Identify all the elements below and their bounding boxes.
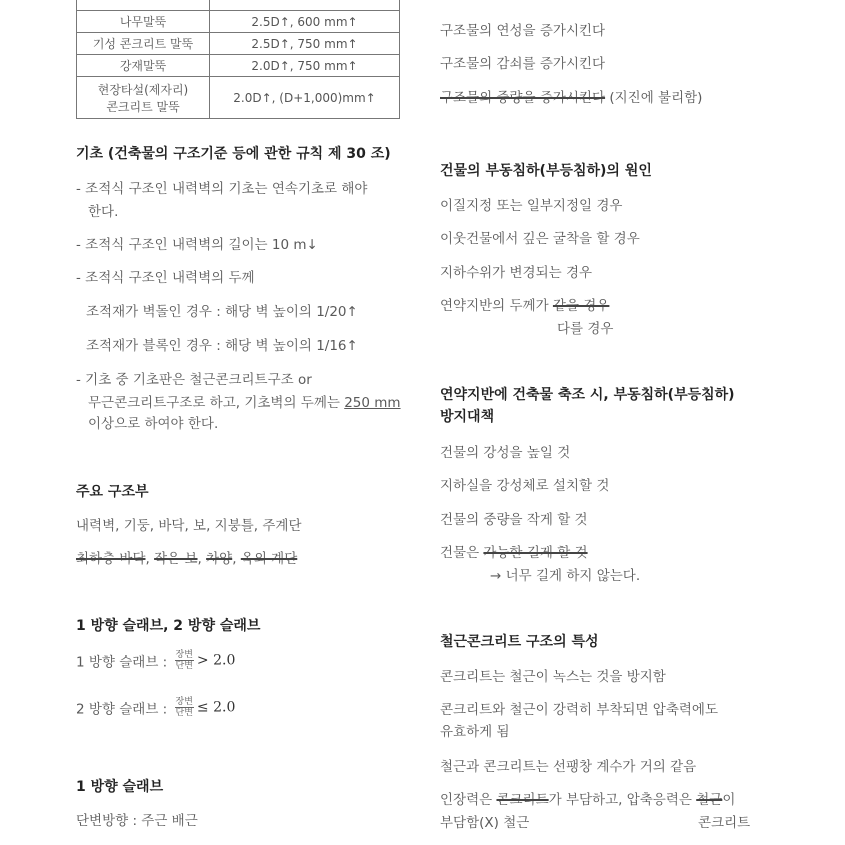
foundation-sub-block: 조적재가 블록인 경우 : 해당 벽 높이의 1/16↑ — [86, 338, 358, 354]
settlement-prevention-heading: 연약지반에 건축물 축조 시, 부동침하(부등침하) — [440, 387, 735, 403]
separator: , — [145, 551, 155, 567]
correction-text: 다를 경우 — [557, 321, 614, 337]
table-cell-pile-type: 나무말뚝 — [77, 11, 210, 33]
foundation-item-4-cont — [88, 391, 401, 411]
struck-text: 같을 경우 — [552, 298, 610, 314]
correction-text: → 너무 길게 하지 않는다. — [490, 568, 641, 584]
settlement-cause-item: 이질지정 또는 일부지정일 경우 — [440, 198, 623, 214]
rc-property-item-cont: 부담함(X) 철근 — [440, 815, 530, 831]
struck-item: 차양 — [206, 551, 233, 567]
fraction-numerator: 장변 — [175, 697, 193, 707]
struck-item: 최하층 바닥 — [76, 551, 146, 567]
ratio-condition: > 2.0 — [196, 652, 236, 669]
fraction-denominator: 단변 — [175, 708, 193, 718]
seismic-item-ductility: 구조물의 연성을 증가시킨다 — [440, 23, 606, 39]
excluded-structure-list — [76, 547, 297, 567]
table-row — [77, 11, 400, 33]
table-cell-spacing: 2.0D↑, (D+1,000)mm↑ — [210, 77, 400, 119]
one-way-slab-rebar: 단변방향 : 주근 배근 — [76, 813, 198, 829]
separator: , — [232, 551, 241, 567]
slab-types-heading: 1 방향 슬래브, 2 방향 슬래브 — [76, 618, 261, 634]
foundation-item-4-end: 이상으로 하여야 한다. — [88, 416, 219, 432]
seismic-note: (지진에 불리함) — [605, 90, 703, 106]
prevention-item: 건물의 강성을 높일 것 — [440, 445, 571, 461]
settlement-prevention-heading-cont: 방지대책 — [440, 409, 495, 425]
table-row — [77, 0, 400, 11]
long-short-ratio-fraction — [175, 697, 194, 718]
table-cell-pile-type: 강재말뚝 — [77, 55, 210, 77]
struck-text: 가능한 길게 할 것 — [483, 545, 588, 561]
separator: , — [197, 551, 207, 567]
rc-property-item — [440, 788, 735, 808]
rc-property-item: 철근과 콘크리트는 선팽창 계수가 거의 같음 — [440, 759, 697, 775]
fraction-numerator: 장변 — [175, 650, 193, 660]
table-row — [77, 33, 400, 55]
prevention-prefix: 건물은 — [440, 545, 484, 561]
foundation-item-1: - 조적식 구조인 내력벽의 기초는 연속기초로 해야 — [76, 181, 368, 197]
rc-property-item-cont: 유효하게 됨 — [440, 724, 510, 740]
table-cell-line: 콘크리트 말뚝 — [106, 99, 180, 114]
struck-text: 콘크리트 — [496, 792, 549, 808]
table-cell-spacing: 2.5D↑, 600 mm↑ — [210, 11, 400, 33]
table-cell-pile-type: 기성 콘크리트 말뚝 — [77, 33, 210, 55]
main-structure-heading: 주요 구조부 — [76, 484, 149, 500]
table-row — [77, 77, 400, 119]
foundation-sub-brick: 조적재가 벽돌인 경우 : 해당 벽 높이의 1/20↑ — [86, 304, 358, 320]
table-cell-pile-type — [77, 77, 210, 119]
struck-text: 구조물의 중량을 증가시킨다 — [440, 90, 606, 106]
rc-property-item: 콘크리트는 철근이 녹스는 것을 방지함 — [440, 669, 666, 685]
table-cell-pile-type — [77, 0, 210, 11]
table-cell-spacing: 2.5D↑, 750 mm↑ — [210, 33, 400, 55]
two-way-label: 2 방향 슬래브 : — [76, 701, 168, 718]
main-structure-list: 내력벽, 기둥, 바닥, 보, 지붕틀, 주계단 — [76, 518, 302, 534]
seismic-item-damping: 구조물의 감쇠를 증가시킨다 — [440, 56, 606, 72]
seismic-item-weight — [440, 86, 702, 106]
settlement-cause-item: 지하수위가 변경되는 경우 — [440, 265, 593, 281]
text-part: 가 부담하고, 압축응력은 — [548, 792, 697, 808]
rc-property-item: 콘크리트와 철근이 강력히 부착되면 압축력에도 — [440, 702, 718, 718]
foundation-item-4: - 기초 중 기초판은 철근콘크리트구조 or — [76, 372, 312, 388]
cause-prefix: 연약지반의 두께가 — [440, 298, 553, 314]
rc-properties-heading: 철근콘크리트 구조의 특성 — [440, 634, 599, 650]
prevention-item: 건물의 중량을 작게 할 것 — [440, 512, 588, 528]
wall-thickness-value: 250 mm — [344, 395, 401, 411]
ratio-condition: ≤ 2.0 — [196, 699, 236, 716]
fraction-denominator: 단변 — [175, 661, 193, 671]
text-part: 이 — [722, 792, 736, 808]
foundation-item-4-text: 무근콘크리트구조로 하고, 기초벽의 두께는 — [88, 395, 345, 411]
table-cell-line: 현장타설(제자리) — [97, 82, 189, 97]
one-way-label: 1 방향 슬래브 : — [76, 654, 168, 671]
one-way-slab-condition — [76, 650, 235, 671]
foundation-item-3: - 조적식 구조인 내력벽의 두께 — [76, 270, 255, 286]
prevention-item: 지하실을 강성체로 설치할 것 — [440, 478, 610, 494]
settlement-causes-heading: 건물의 부동침하(부등침하)의 원인 — [440, 163, 652, 179]
two-way-slab-condition — [76, 697, 235, 718]
struck-item: 작은 보 — [154, 551, 198, 567]
foundation-heading: 기초 (건축물의 구조기준 등에 관한 규칙 제 30 조) — [76, 146, 391, 162]
one-way-slab-heading: 1 방향 슬래브 — [76, 779, 164, 795]
foundation-item-1-cont: 한다. — [88, 204, 119, 220]
correction-text: 콘크리트 — [698, 815, 751, 831]
foundation-item-2: - 조적식 구조인 내력벽의 길이는 10 m↓ — [76, 237, 318, 253]
table-cell-spacing: 2.0D↑, 750 mm↑ — [210, 55, 400, 77]
settlement-cause-item: 이웃건물에서 깊은 굴착을 할 경우 — [440, 231, 640, 247]
pile-spacing-table — [76, 0, 400, 119]
table-row — [77, 55, 400, 77]
struck-item: 옥외 계단 — [240, 551, 298, 567]
prevention-item — [440, 541, 588, 561]
text-part: 인장력은 — [440, 792, 497, 808]
struck-text: 철근 — [696, 792, 723, 808]
table-cell-spacing — [210, 0, 400, 11]
settlement-cause-item — [440, 294, 609, 314]
long-short-ratio-fraction — [175, 650, 194, 671]
